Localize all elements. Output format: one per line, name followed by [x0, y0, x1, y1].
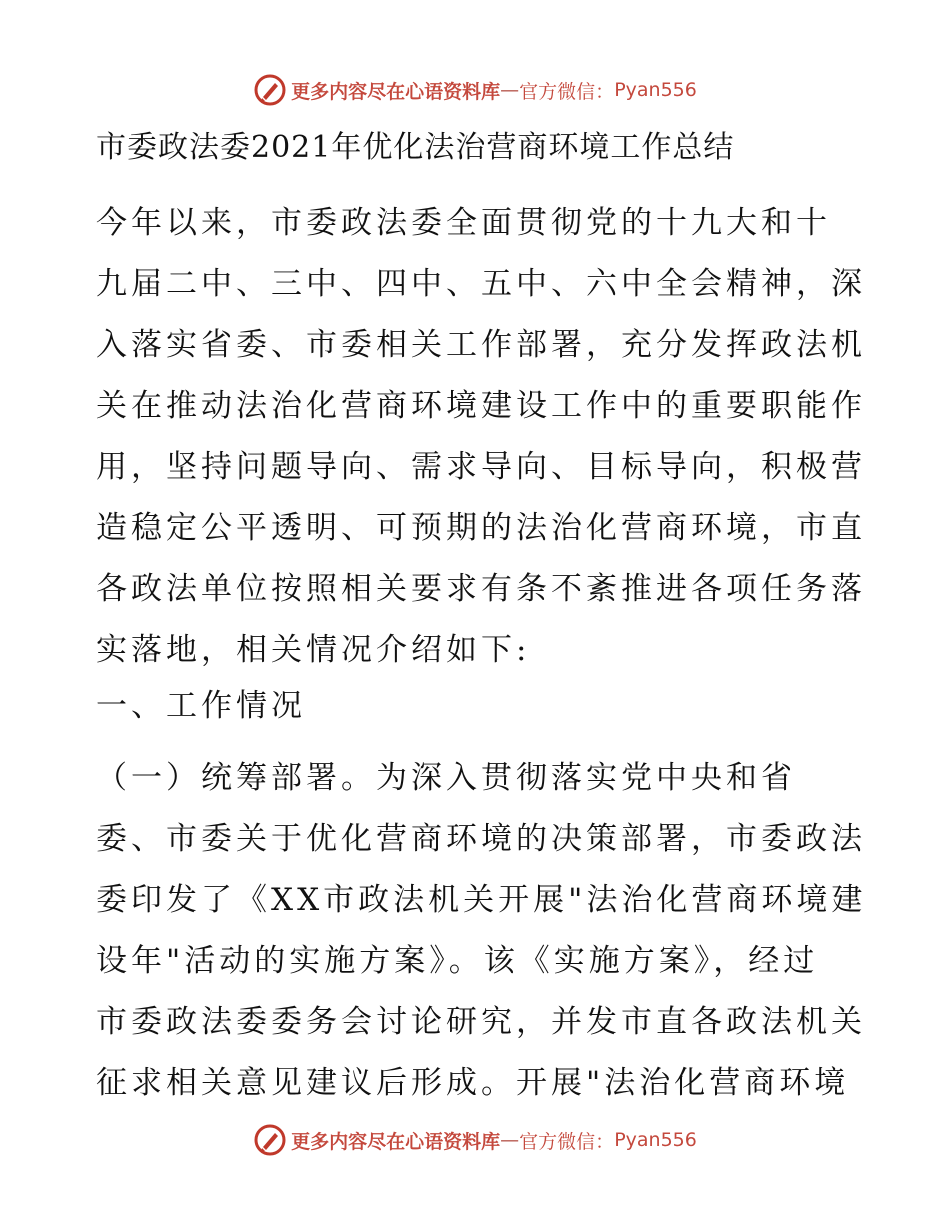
paragraph-line: 委、市委关于优化营商环境的决策部署，市委政法 [96, 821, 866, 857]
paragraph-line: 设年"活动的实施方案》。该《实施方案》，经过 [96, 943, 819, 979]
pen-logo-icon [253, 73, 287, 107]
header-watermark [0, 70, 950, 110]
paragraph-line: 造稳定公平透明、可预期的法治化营商环境，市直 [96, 510, 866, 546]
paragraph-line: 关在推动法治化营商环境建设工作中的重要职能作 [96, 388, 866, 424]
section-heading [96, 676, 856, 737]
section-paragraph [96, 748, 867, 1114]
section-heading-text: 一、工作情况 [96, 688, 306, 724]
paragraph-line: 用，坚持问题导向、需求导向、目标导向，积极营 [96, 449, 866, 485]
watermark-text: 更多内容尽在心语资料库 [291, 1130, 501, 1153]
pen-logo-icon [253, 1123, 287, 1157]
paragraph-line: 九届二中、三中、四中、五中、六中全会精神，深 [96, 266, 866, 302]
watermark-separator: — [500, 79, 520, 101]
paragraph-line: 今年以来，市委政法委全面贯彻党的十九大和十 [96, 205, 831, 241]
intro-paragraph [96, 193, 866, 681]
watermark-wechat-id: Pyan556 [614, 1129, 697, 1151]
paragraph-line: 入落实省委、市委相关工作部署，充分发挥政法机 [96, 327, 866, 363]
paragraph-line: 征求相关意见建议后形成。开展"法治化营商环境 [96, 1065, 850, 1101]
paragraph-line: 实落地，相关情况介绍如下: [96, 632, 531, 668]
document-title: 市委政法委2021年优化法治营商环境工作总结 [96, 130, 735, 165]
watermark-wechat-label: 官方微信： [519, 1130, 615, 1153]
watermark-separator: — [500, 1129, 520, 1151]
paragraph-line: 各政法单位按照相关要求有条不紊推进各项任务落 [96, 571, 866, 607]
paragraph-line: 市委政法委委务会讨论研究，并发市直各政法机关 [96, 1004, 866, 1040]
watermark-wechat-id: Pyan556 [614, 79, 697, 101]
footer-watermark [0, 1120, 950, 1160]
paragraph-line: 委印发了《XX市政法机关开展"法治化营商环境建 [96, 882, 867, 918]
watermark-text: 更多内容尽在心语资料库 [291, 80, 501, 103]
watermark-wechat-label: 官方微信： [519, 80, 615, 103]
paragraph-line: （一）统筹部署。为深入贯彻落实党中央和省 [96, 760, 796, 796]
